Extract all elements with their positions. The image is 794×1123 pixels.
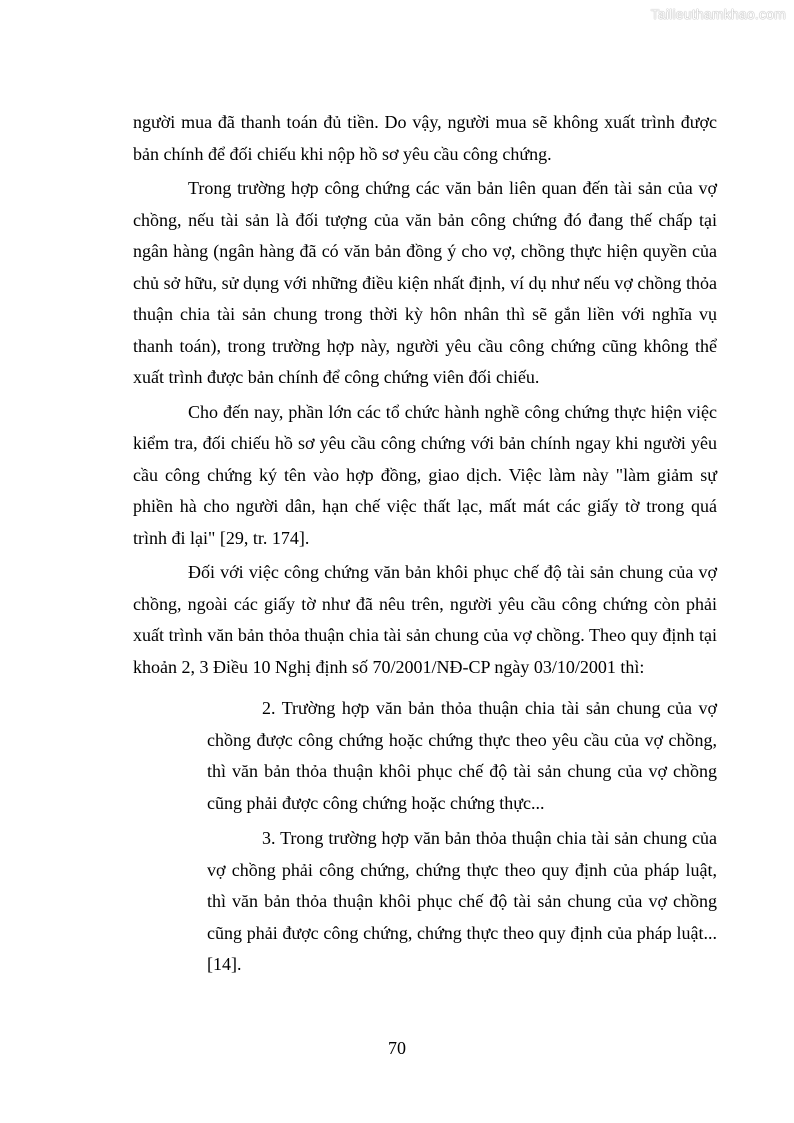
paragraph-3: Cho đến nay, phần lớn các tổ chức hành nghề công chứng thực hiện việc kiểm tra, đối chiếu hồ sơ yêu cầu công chứng với bản chính ngay khi người yêu cầu công chứng ký tên vào hợp đồng, giao dịch. Việc làm này "làm giảm sự phiền hà cho người dân, hạn chế việc thất lạc, mất mát các giấy tờ trong quá trình đi lại" [29, tr. 174].: [133, 401, 717, 548]
document-body: [133, 107, 717, 981]
page-number: 70: [388, 1038, 406, 1058]
watermark-text: Tailieuthamkhao.com: [650, 6, 786, 22]
paragraph-4: Đối với việc công chứng văn bản khôi phục chế độ tài sản chung của vợ chồng, ngoài các giấy tờ như đã nêu trên, người yêu cầu công chứng còn phải xuất trình văn bản thỏa thuận chia tài sản chung của vợ chồng. Theo quy định tại khoản 2, 3 Điều 10 Nghị định số 70/2001/NĐ-CP ngày 03/10/2001 thì:: [133, 562, 717, 677]
paragraph-1: người mua đã thanh toán đủ tiền. Do vậy, người mua sẽ không xuất trình được bản chính để đối chiếu khi nộp hồ sơ yêu cầu công chứng.: [133, 112, 717, 164]
quote-clause-3: 3. Trong trường hợp văn bản thỏa thuận chia tài sản chung của vợ chồng phải công chứng, chứng thực theo quy định của pháp luật, thì văn bản thỏa thuận khôi phục chế độ tài sản chung của vợ chồng cũng phải được công chứng, chứng thực theo quy định của pháp luật... [14].: [207, 828, 717, 974]
paragraph-2: Trong trường hợp công chứng các văn bản liên quan đến tài sản của vợ chồng, nếu tài sản là đối tượng của văn bản công chứng đó đang thế chấp tại ngân hàng (ngân hàng đã có văn bản đồng ý cho vợ, chồng thực hiện quyền của chủ sở hữu, sử dụng với những điều kiện nhất định, ví dụ như nếu vợ chồng thỏa thuận chia tài sản chung trong thời kỳ hôn nhân thì sẽ gắn liền với nghĩa vụ thanh toán), trong trường hợp này, người yêu cầu công chứng cũng không thể xuất trình được bản chính để công chứng viên đối chiếu.: [133, 178, 717, 387]
quote-clause-2: 2. Trường hợp văn bản thỏa thuận chia tài sản chung của vợ chồng được công chứng hoặc chứng thực theo yêu cầu của vợ chồng, thì văn bản thỏa thuận khôi phục chế độ tài sản chung của vợ chồng cũng phải được công chứng hoặc chứng thực...: [207, 698, 717, 813]
